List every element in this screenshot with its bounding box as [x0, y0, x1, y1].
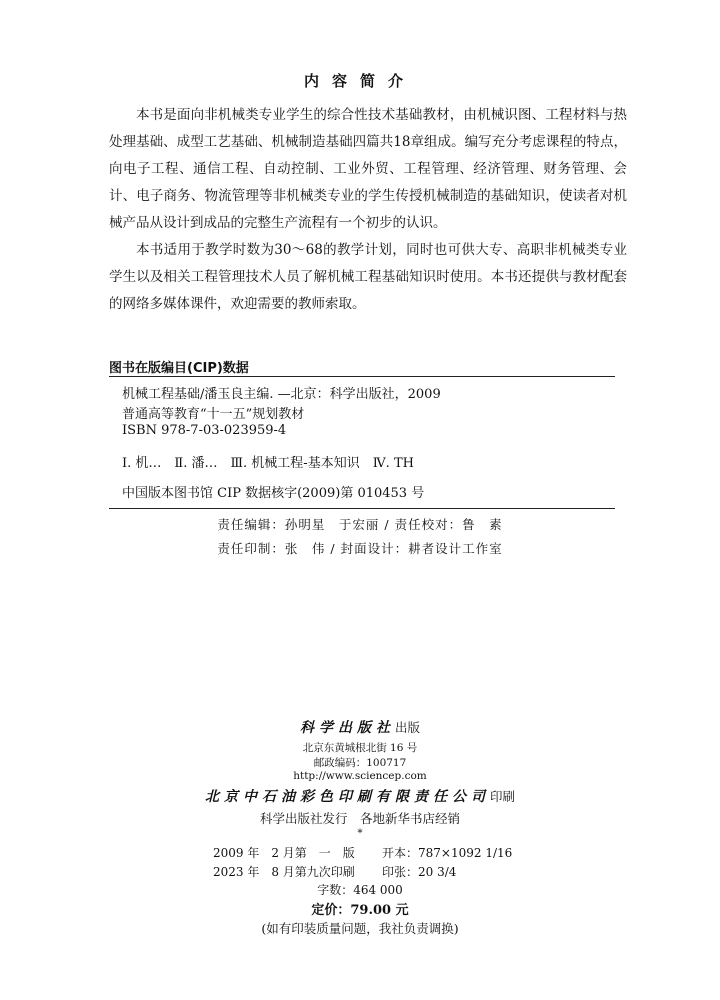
- intro-paragraph-1: 本书是面向非机械类专业学生的综合性技术基础教材，由机械识图、工程材料与热处理基础、成型工艺基础、机械制造基础四篇共18章组成。编写充分考虑课程的特点，向电子工程、通信工程、自动控制、工业外贸、工程管理、经济管理、财务管理、会计、电子商务、物流管理等非机械类专业的学生传授机械制造的基础知识，使读者对机械产品从设计到成品的完整生产流程有一个初步的认识。: [109, 107, 627, 231]
- publisher-suffix: 出版: [394, 720, 420, 735]
- price: 定价：79.00 元: [311, 903, 409, 918]
- printer-name: 北京中石油彩色印刷有限责任公司: [204, 789, 490, 805]
- publisher-postcode: 邮政编码：100717: [313, 757, 407, 769]
- page-title: 内容简介: [303, 72, 416, 90]
- separator-star: *: [357, 827, 363, 839]
- cip-bottom-rule: [109, 508, 615, 509]
- intro-paragraph-2: 本书适用于教学时数为30～68的教学计划，同时也可供大专、高职非机械类专业学生以及相关工程管理技术人员了解机械工程基础知识时使用。本书还提供与教材配套的网络多媒体课件，欢迎需要的教师索取。: [109, 242, 627, 312]
- publisher-name: 科学出版社: [299, 720, 395, 736]
- word-count: 字数：464 000: [317, 883, 403, 897]
- cip-top-rule: [109, 376, 615, 377]
- cip-heading: 图书在版编目(CIP)数据: [109, 361, 249, 376]
- publisher-line: [0, 717, 720, 737]
- credits-production: 责任印制：张 伟 / 封面设计：耕者设计工作室: [217, 541, 503, 556]
- cip-line-title: 机械工程基础/潘玉良主编. —北京：科学出版社，2009: [122, 387, 441, 402]
- publisher-address: 北京东黄城根北街 16 号: [302, 742, 418, 754]
- cip-line-isbn: ISBN 978-7-03-023959-4: [122, 423, 287, 438]
- print-sheets: 印张：20 3/4: [382, 865, 457, 879]
- printer-line: [0, 786, 720, 806]
- book-format: 开本：787×1092 1/16: [382, 846, 513, 860]
- edition-current: 2023 年 8 月第九次印刷: [213, 865, 355, 879]
- printer-suffix: 印刷: [489, 789, 515, 804]
- edition-first: 2009 年 2 月第 一 版: [213, 846, 355, 860]
- cip-line-series: 普通高等教育“十一五”规划教材: [122, 407, 305, 422]
- distribution-line: 科学出版社发行 各地新华书店经销: [259, 811, 460, 826]
- intro-text: [109, 102, 627, 318]
- quality-note: (如有印装质量问题，我社负责调换): [261, 921, 459, 936]
- credits-editors: 责任编辑：孙明星 于宏丽 / 责任校对：鲁 素: [217, 517, 503, 532]
- cip-line-record-number: 中国版本图书馆 CIP 数据核字(2009)第 010453 号: [122, 486, 425, 501]
- cip-line-classification: Ⅰ. 机… Ⅱ. 潘… Ⅲ. 机械工程-基本知识 Ⅳ. TH: [122, 456, 414, 471]
- publisher-url: http://www.sciencep.com: [293, 770, 427, 782]
